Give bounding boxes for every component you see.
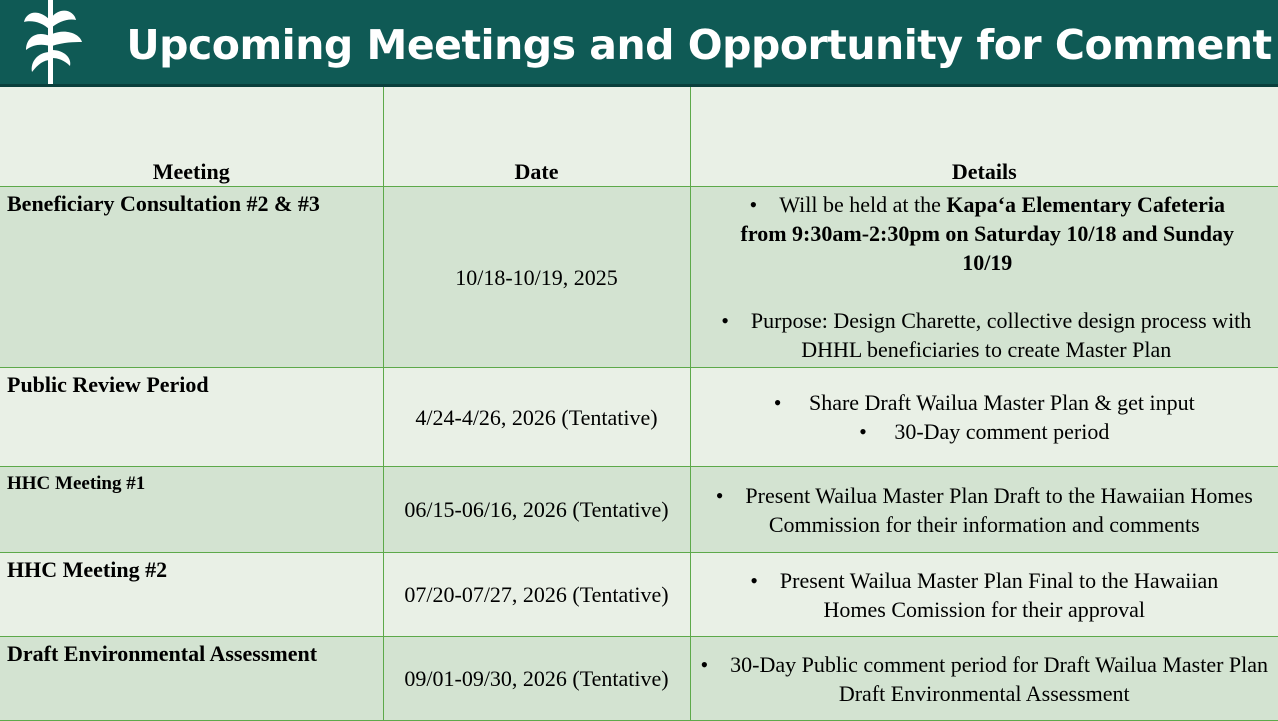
details-text: Will be held at the — [779, 192, 947, 217]
details-bullet: • Will be held at the Kapa‘a Elementary Cafeteria from 9:30am-2:30pm on Saturday 10/18 and Sunday 10/19 — [740, 192, 1234, 275]
meetings-table — [0, 87, 1278, 721]
meetings-table-container — [0, 87, 1278, 721]
details-text: Share Draft Wailua Master Plan & get input — [808, 390, 1195, 415]
column-header-meeting: Meeting — [0, 87, 383, 187]
date-cell: 07/20-07/27, 2026 (Tentative) — [383, 553, 690, 637]
details-cell — [690, 187, 1278, 368]
column-header-date: Date — [383, 87, 690, 187]
dhhl-leaf-logo-icon — [20, 0, 90, 86]
meeting-cell: HHC Meeting #2 — [0, 553, 383, 637]
table-row — [0, 637, 1278, 721]
details-bullet: • Share Draft Wailua Master Plan & get input — [773, 390, 1195, 415]
column-header-details: Details — [690, 87, 1278, 187]
table-row — [0, 553, 1278, 637]
date-cell: 4/24-4/26, 2026 (Tentative) — [383, 368, 690, 467]
details-bullet: • Purpose: Design Charette, collective design process with DHHL beneficiaries to create Master Plan — [721, 308, 1252, 362]
details-cell — [690, 368, 1278, 467]
meeting-cell: Public Review Period — [0, 368, 383, 467]
date-cell: 09/01-09/30, 2026 (Tentative) — [383, 637, 690, 721]
details-text: Purpose: Design Charette, collective design process with DHHL beneficiaries to create Master Plan — [750, 308, 1252, 362]
date-cell: 06/15-06/16, 2026 (Tentative) — [383, 467, 690, 553]
table-row — [0, 187, 1278, 368]
details-cell — [690, 467, 1278, 553]
title-banner — [0, 0, 1278, 86]
details-bullet: • 30-Day Public comment period for Draft Wailua Master Plan Draft Environmental Assessment — [700, 651, 1269, 706]
table-row — [0, 467, 1278, 553]
details-text: 30-Day Public comment period for Draft Wailua Master Plan Draft Environmental Assessment — [730, 651, 1269, 706]
meeting-cell: HHC Meeting #1 — [0, 467, 383, 553]
details-text: 30-Day comment period — [894, 419, 1110, 444]
details-cell — [690, 553, 1278, 637]
details-bold-text: Kapa‘a Elementary Cafeteria from 9:30am-2:30pm on Saturday 10/18 and Sunday 10/19 — [740, 192, 1234, 275]
details-bullet: • Present Wailua Master Plan Final to the Hawaiian Homes Comission for their approval — [750, 567, 1219, 622]
details-cell — [690, 637, 1278, 721]
details-text: Present Wailua Master Plan Draft to the Hawaiian Homes Commission for their information and comments — [745, 482, 1253, 537]
page-title: Upcoming Meetings and Opportunity for Comment — [126, 21, 1272, 69]
details-bullet: • Present Wailua Master Plan Draft to the Hawaiian Homes Commission for their information and comments — [715, 482, 1253, 537]
table-row — [0, 368, 1278, 467]
details-bullet: • 30-Day comment period — [859, 419, 1110, 444]
meeting-cell: Draft Environmental Assessment — [0, 637, 383, 721]
meeting-cell: Beneficiary Consultation #2 & #3 — [0, 187, 383, 368]
date-cell: 10/18-10/19, 2025 — [383, 187, 690, 368]
details-text: Present Wailua Master Plan Final to the Hawaiian Homes Comission for their approval — [779, 567, 1219, 622]
table-header-row — [0, 87, 1278, 187]
